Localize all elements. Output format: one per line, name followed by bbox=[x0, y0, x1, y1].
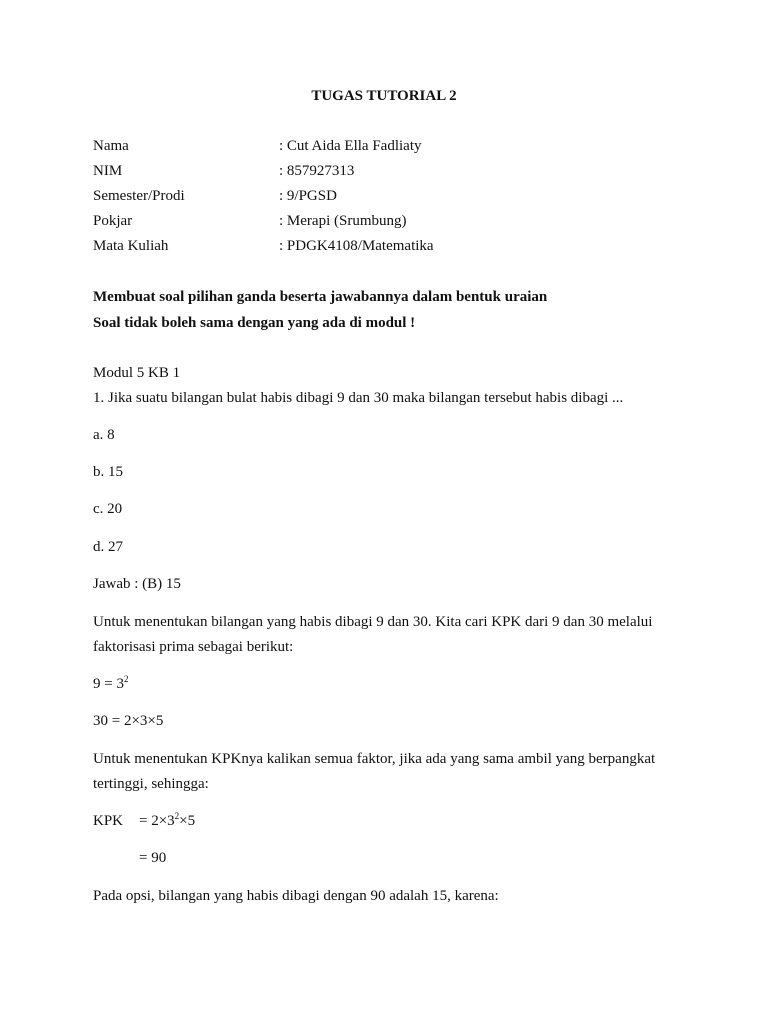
identity-value-nim: : 857927313 bbox=[279, 163, 355, 179]
kpk-line-1 bbox=[139, 811, 195, 831]
factor-9-exponent: 2 bbox=[123, 674, 129, 684]
kpk-line-1-exponent: 2 bbox=[174, 811, 180, 821]
explanation-1-line-2: faktorisasi prima sebagai berikut: bbox=[93, 639, 294, 655]
document-title: TUGAS TUTORIAL 2 bbox=[311, 88, 457, 104]
identity-label-nim: NIM bbox=[93, 163, 123, 179]
option-c: c. 20 bbox=[93, 501, 123, 517]
instruction-line-1: Membuat soal pilihan ganda beserta jawabannya dalam bentuk uraian bbox=[93, 289, 548, 305]
instruction-line-2: Soal tidak boleh sama dengan yang ada di modul ! bbox=[93, 315, 416, 331]
conclusion-text: Pada opsi, bilangan yang habis dibagi dengan 90 adalah 15, karena: bbox=[93, 888, 499, 904]
identity-value-pokjar: : Merapi (Srumbung) bbox=[279, 213, 407, 229]
module-heading: Modul 5 KB 1 bbox=[93, 365, 181, 381]
explanation-2-line-1: Untuk menentukan KPKnya kalikan semua faktor, jika ada yang sama ambil yang berpangkat bbox=[93, 751, 656, 767]
identity-label-semester: Semester/Prodi bbox=[93, 188, 185, 204]
identity-label-pokjar: Pokjar bbox=[93, 213, 133, 229]
identity-label-nama: Nama bbox=[93, 138, 129, 154]
factor-9 bbox=[93, 674, 128, 694]
kpk-line-1-pre: = 2×3 bbox=[139, 813, 175, 829]
option-d: d. 27 bbox=[93, 539, 123, 555]
explanation-2-line-2: tertinggi, sehingga: bbox=[93, 776, 209, 792]
kpk-line-1-post: ×5 bbox=[179, 813, 196, 829]
identity-value-semester: : 9/PGSD bbox=[279, 188, 337, 204]
explanation-1-line-1: Untuk menentukan bilangan yang habis dibagi 9 dan 30. Kita cari KPK dari 9 dan 30 melalui bbox=[93, 614, 653, 630]
kpk-line-2: = 90 bbox=[139, 850, 167, 866]
option-a: a. 8 bbox=[93, 427, 115, 443]
question-text: 1. Jika suatu bilangan bulat habis dibagi 9 dan 30 maka bilangan tersebut habis dibagi ... bbox=[93, 390, 624, 406]
factor-9-base: 9 = 3 bbox=[93, 676, 124, 692]
identity-value-nama: : Cut Aida Ella Fadliaty bbox=[279, 138, 422, 154]
answer-text: Jawab : (B) 15 bbox=[93, 576, 181, 592]
kpk-label: KPK bbox=[93, 813, 124, 829]
identity-value-matkul: : PDGK4108/Matematika bbox=[279, 238, 434, 254]
option-b: b. 15 bbox=[93, 464, 123, 480]
factor-30: 30 = 2×3×5 bbox=[93, 713, 164, 729]
identity-label-matkul: Mata Kuliah bbox=[93, 238, 169, 254]
